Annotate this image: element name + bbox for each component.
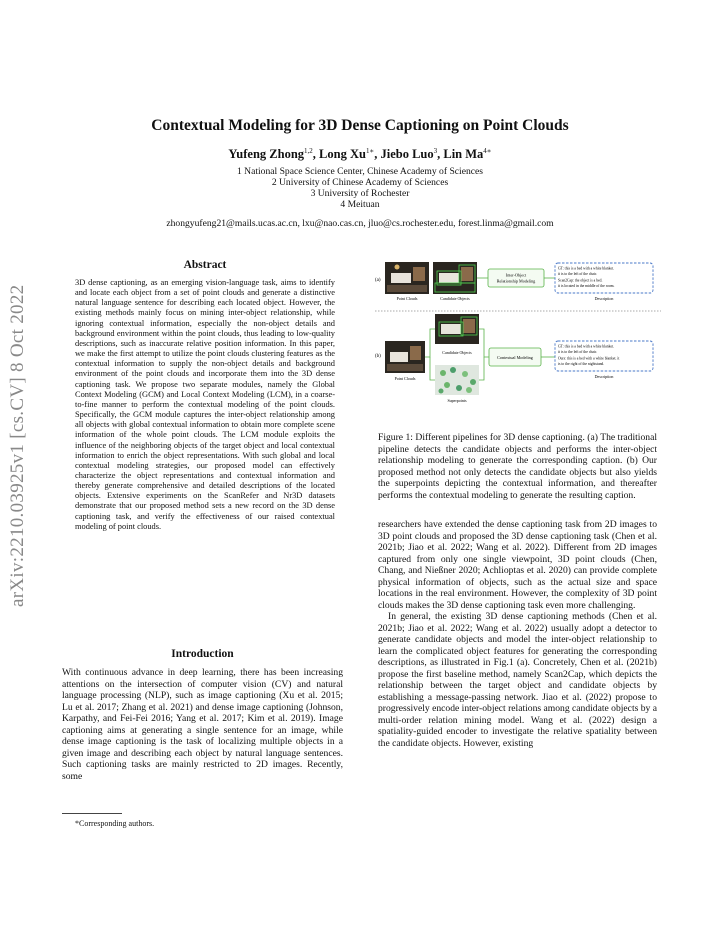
affiliation-3: 3 University of Rochester	[310, 188, 410, 199]
intro-paragraph: With continuous advance in deep learning, there has been increasing attentions on the intersection of computer vision (CV) and natural language processing (NLP), such as image captioning (Xu et al. 2015; Lu et al. 2017; Zhang et al. 2021) and dense image captioning (Johnson, Karpathy, and Fei-Fei 2016; Yang et al. 2017; Kim et al. 2019). Image captioning aims at generating a single sentence for an image, while dense image captioning is the task of localizing multiple objects in a given image and describing each object by natural language sentences. Such captioning tasks are mainly restricted to 2D images. Recently, some	[62, 667, 343, 782]
candidate-objects-label-b: Candidate Objects	[442, 350, 472, 355]
description-label-b: Description	[594, 374, 614, 379]
svg-text:it is located in the middle of: it is located in the middle of the room.	[558, 284, 615, 288]
figure-label-a: (a)	[375, 278, 381, 283]
introduction-heading: Introduction	[171, 648, 234, 660]
arxiv-identifier: arXiv:2210.03925v1 [cs.CV] 8 Oct 2022	[7, 284, 28, 607]
figure-label-b: (b)	[375, 354, 381, 359]
abstract-heading: Abstract	[183, 259, 227, 271]
svg-text:it is to the left of the chair: it is to the left of the chair.	[558, 350, 597, 354]
description-label-a: Description	[594, 296, 614, 301]
superpoints-label: Superpoints	[447, 398, 467, 403]
svg-text:is to the right of the nightst: is to the right of the nightstand.	[558, 362, 605, 366]
paper-title: Contextual Modeling for 3D Dense Captioning on Point Clouds	[151, 117, 569, 134]
candidate-objects-scene-b	[435, 314, 479, 344]
svg-text:GT: this is a bed with a white: GT: this is a bed with a white blanket.	[558, 344, 615, 349]
body-paragraph: researchers have extended the dense captioning task from 2D images to 3D point clouds and proposed the 3D dense captioning task (Chen et al. 2021b; Jiao et al. 2022; Wang et al. 2022). Different from 2D images captured from only one single viewpoint, 3D point clouds (Chen, Chang, and Nießner 2020; Achlioptas et al. 2020) can provide complete physical information of objects, such as the actual size and space locations in the real environment. However, the complexity of 3D point clouds makes the 3D dense captioning task even more challenging.	[378, 519, 657, 611]
affiliation-2: 2 University of Chinese Academy of Sciences	[271, 177, 449, 188]
svg-text:it is to the left of the chair: it is to the left of the chair.	[558, 272, 597, 276]
author-list: Yufeng Zhong$^{1,2}$, Long $Xu^{1∗}$, Jiebo Luo$^3$, Lin $Ma^{4∗}$	[228, 147, 492, 162]
point-clouds-label-a: Point Clouds	[396, 296, 418, 301]
footnote: *Corresponding authors.	[75, 819, 155, 828]
point-cloud-scene-a	[385, 262, 429, 294]
point-cloud-scene-b	[385, 341, 425, 373]
superpoints-scene	[435, 365, 479, 395]
candidate-objects-label-a: Candidate Objects	[440, 296, 470, 301]
point-clouds-label-b: Point Clouds	[394, 376, 416, 381]
abstract-text: 3D dense captioning, as an emerging vision-language task, aims to identify and locate each object from a set of point clouds and generate a distinctive natural language sentence for describing each located object. However, the existing methods mainly focus on mining inter-object relationship, while ignoring contextual information, especially the non-object details and background environment within the point clouds, thus leading to low-quality descriptions, such as inaccurate relative position information. In this paper, we make the first attempt to utilize the point clouds clustering features as the contextual information to supply the non-object details and background environment of the point clouds and incorporate them into the 3D dense captioning task. We propose two separate modules, namely the Global Context Modeling (GCM) and Local Context Modeling (LCM), in a coarse-to-fine manner to perform the contextual modeling of the point clouds. Specifically, the GCM module captures the inter-object relationship among all objects with global contextual information to obtain more complete scene information of the whole point clouds. The LCM module exploits the influence of the neighboring objects of the target object and local contextual information to enrich the object representations. With such global and local contextual modeling strategies, our proposed model can effectively characterize the object representations and contextual information and thereby generate comprehensive and detailed descriptions of the located objects. Extensive experiments on the ScanRefer and Nr3D datasets demonstrate that our proposed method sets a new record on the 3D dense captioning task, and verify the effectiveness of our raised contextual modeling of point clouds.	[75, 278, 335, 531]
svg-text:Relationship Modeling: Relationship Modeling	[496, 278, 536, 284]
svg-text:Scan2Cap: the object is a bed.: Scan2Cap: the object is a bed.	[558, 278, 603, 283]
figure-1-caption: Figure 1: Different pipelines for 3D dense captioning. (a) The traditional pipeline detects the candidate objects and performs the inter-object relationship modeling to generate the corresponding caption. (b) Our proposed method not only detects the candidate objects but also yields the superpoints depicting the contextual information, and thereafter performs the contextual modeling to generate the resulting caption.	[378, 432, 657, 501]
candidate-objects-scene-a	[433, 262, 477, 294]
column-2-body	[378, 519, 657, 749]
affiliation-1: 1 National Space Science Center, Chinese Academy of Sciences	[236, 166, 484, 177]
figure-1-diagram	[373, 255, 663, 420]
footnote-rule	[62, 813, 122, 814]
svg-text:Ours: this is a bed with a whi: Ours: this is a bed with a white blanket. it	[558, 356, 620, 361]
svg-text:Contextual Modeling: Contextual Modeling	[497, 355, 533, 360]
author-emails: zhongyufeng21@mails.ucas.ac.cn, lxu@nao.cas.cn, jluo@cs.rochester.edu, forest.linma@gmail.com	[166, 218, 554, 229]
svg-text:GT: this is a bed with a white: GT: this is a bed with a white blanket.	[558, 266, 615, 271]
introduction-body	[62, 667, 343, 782]
svg-text:Inter-Object: Inter-Object	[505, 272, 527, 278]
body-paragraph: In general, the existing 3D dense captioning methods (Chen et al. 2021b; Jiao et al. 2022; Wang et al. 2022) usually adopt a detector to generate candidate objects and model the inter-object relationship to learn the complicated object features for generating the corresponding descriptions, as illustrated in Fig.1 (a). Concretely, Chen et al. (2021b) propose the first baseline method, namely Scan2Cap, which depicts the relationship between the target object and candidate objects by establishing a message-passing network. Jiao et al. (2022) propose to progressively encode inter-object relations among candidate objects by a multi-order relation mining model. Wang et al. (2022) design a spatiality-guided encoder to investigate the relative spatiality between the candidate objects. However, existing	[378, 611, 657, 749]
affiliation-4: 4 Meituan	[340, 199, 380, 210]
